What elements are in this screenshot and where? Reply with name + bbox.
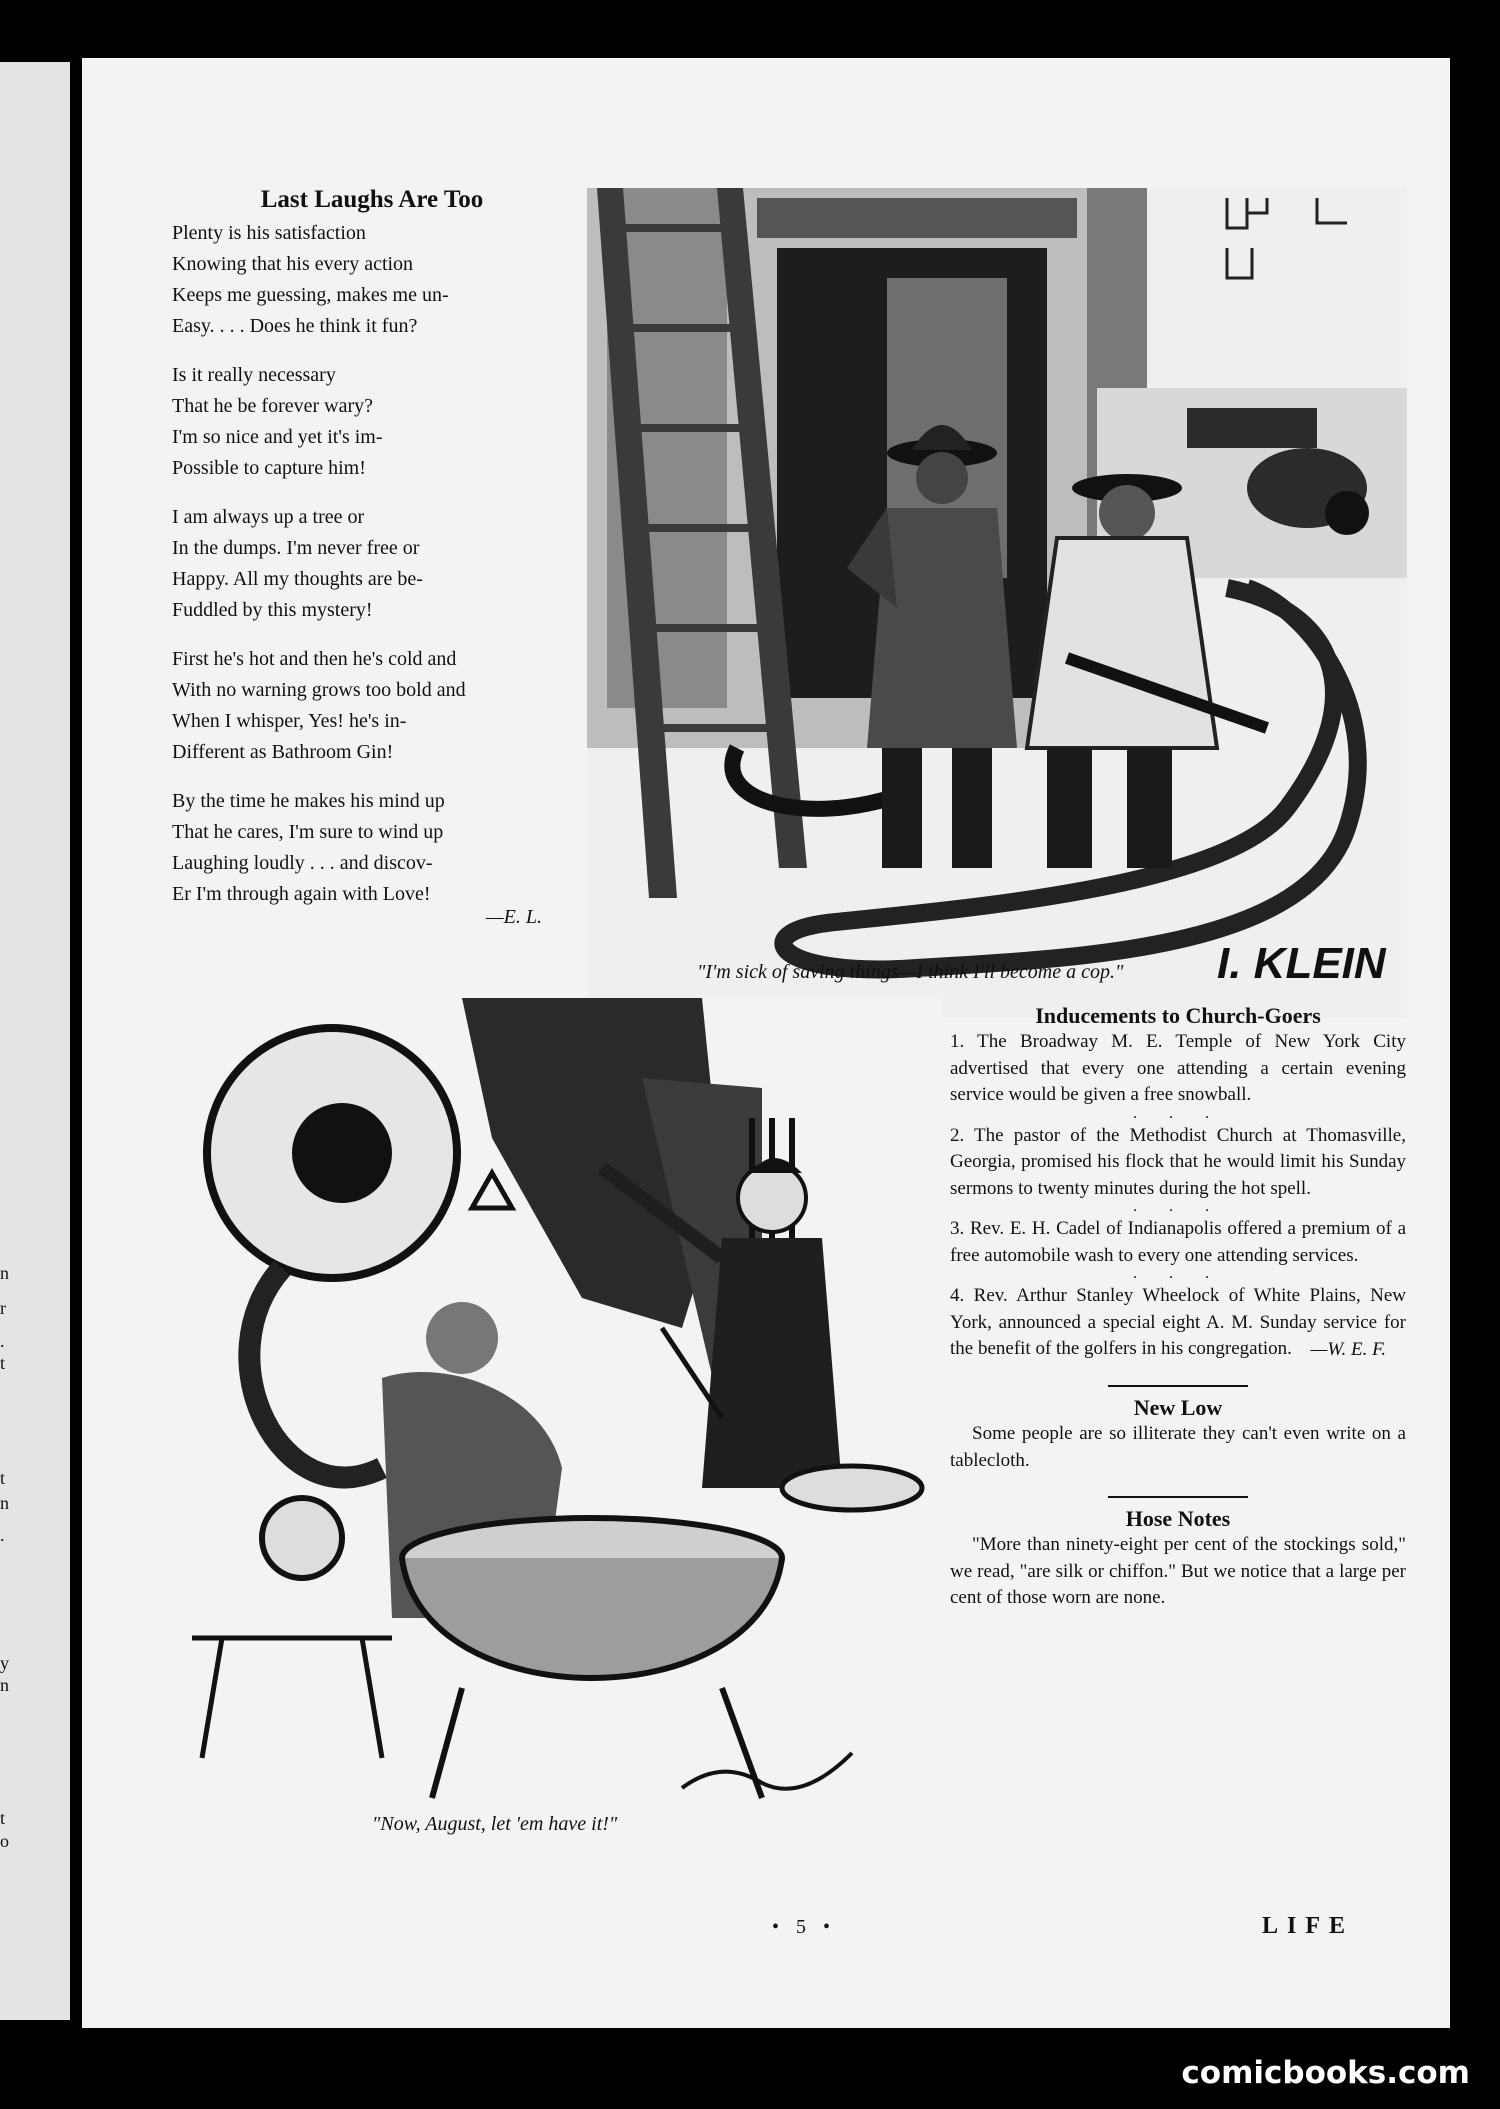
poem-line: Fuddled by this mystery! bbox=[172, 599, 373, 621]
band-caption: "Now, August, let 'em have it!" bbox=[372, 1813, 618, 1835]
poem-line: Plenty is his satisfaction bbox=[172, 222, 366, 244]
inducement-item: 1. The Broadway M. E. Temple of New York City advertised that every one attending a certain evening service would be given a free snowball. bbox=[950, 1031, 1406, 1105]
prev-page-fragment: t bbox=[0, 1808, 6, 1828]
new-low-title: New Low bbox=[1133, 1395, 1223, 1420]
poem-line: Keeps me guessing, makes me un- bbox=[172, 284, 449, 306]
poem-line: That he cares, I'm sure to wind up bbox=[172, 821, 444, 843]
section-divider bbox=[1108, 1385, 1248, 1387]
separator-dots: . . . bbox=[1133, 1104, 1223, 1122]
watermark: comicbooks.com bbox=[1181, 2055, 1470, 2091]
poem-title: Last Laughs Are Too bbox=[260, 186, 484, 213]
prev-page-fragment: n bbox=[0, 1263, 9, 1283]
separator-dots: . . . bbox=[1133, 1198, 1223, 1215]
poem-stanza bbox=[172, 644, 572, 768]
prev-page-fragment: t bbox=[0, 1468, 6, 1488]
prev-page-fragment: n bbox=[0, 1493, 9, 1513]
magazine-name: LIFE bbox=[1262, 1913, 1355, 1939]
poem-line: First he's hot and then he's cold and bbox=[172, 648, 457, 670]
prev-page-fragment: . bbox=[0, 1331, 5, 1351]
band-cartoon bbox=[162, 998, 942, 1848]
poem-line: When I whisper, Yes! he's in- bbox=[172, 710, 407, 732]
hose-notes-text: "More than ninety-eight per cent of the stockings sold," we read, "are silk or chiffon." But we notice that a large per cent of those worn are none. bbox=[950, 1534, 1406, 1608]
inducement-item: 2. The pastor of the Methodist Church at Thomasville, Georgia, promised his flock that he would limit his Sunday sermons to twenty minutes during the hot spell. bbox=[950, 1124, 1406, 1199]
poem-line: Easy. . . . Does he think it fun? bbox=[172, 315, 418, 337]
inducement-item: 4. Rev. Arthur Stanley Wheelock of White Plains, New York, announced a special eight A. M. Sunday service for the benefit of the golfers in his congregation. bbox=[950, 1285, 1406, 1359]
inducements-title: Inducements to Church-Goers bbox=[1035, 1003, 1321, 1028]
inducements-signature: —W. E. F. bbox=[1310, 1338, 1386, 1360]
poem-line: I am always up a tree or bbox=[172, 506, 365, 528]
prev-page-fragment: o bbox=[0, 1831, 9, 1851]
poem-stanza bbox=[172, 502, 572, 626]
band-illustration bbox=[162, 998, 942, 1848]
section-divider bbox=[1108, 1496, 1248, 1498]
magazine-page bbox=[82, 58, 1450, 2028]
poem-line: That he be forever wary? bbox=[172, 395, 373, 417]
artist-signature: I. KLEIN bbox=[1217, 939, 1386, 988]
prev-page-fragment: y bbox=[0, 1653, 9, 1673]
poem bbox=[172, 186, 572, 929]
firemen-cartoon bbox=[587, 188, 1407, 1018]
separator-dots: . . . bbox=[1133, 1265, 1223, 1282]
right-column bbox=[950, 1003, 1406, 1612]
poem-line: In the dumps. I'm never free or bbox=[172, 537, 420, 559]
poem-stanza bbox=[172, 218, 572, 342]
hose-notes-title: Hose Notes bbox=[1125, 1506, 1231, 1531]
firemen-caption: "I'm sick of saving things—I think I'll become a cop." bbox=[697, 961, 1124, 983]
poem-line: Is it really necessary bbox=[172, 364, 336, 386]
poem-signature: —E. L. bbox=[485, 906, 542, 928]
page-number: • 5 • bbox=[772, 1916, 837, 1938]
firemen-illustration bbox=[587, 188, 1407, 1018]
inducement-item: 3. Rev. E. H. Cadel of Indianapolis offered a premium of a free automobile wash to every one attending services. bbox=[950, 1218, 1406, 1266]
prev-page-fragment: t bbox=[0, 1353, 6, 1373]
new-low-text: Some people are so illiterate they can't even write on a tablecloth. bbox=[950, 1423, 1406, 1471]
previous-page-edge bbox=[0, 62, 70, 2020]
poem-stanza bbox=[172, 786, 572, 910]
poem-line: Happy. All my thoughts are be- bbox=[172, 568, 423, 590]
poem-line: Possible to capture him! bbox=[172, 457, 366, 479]
poem-stanza bbox=[172, 360, 572, 484]
poem-line: By the time he makes his mind up bbox=[172, 790, 445, 812]
poem-line: Laughing loudly . . . and discov- bbox=[172, 852, 433, 874]
poem-line: With no warning grows too bold and bbox=[172, 679, 466, 701]
poem-line: Er I'm through again with Love! bbox=[172, 883, 431, 905]
poem-line: I'm so nice and yet it's im- bbox=[172, 426, 383, 448]
poem-line: Different as Bathroom Gin! bbox=[172, 741, 394, 763]
prev-page-fragment: r bbox=[0, 1298, 6, 1318]
poem-line: Knowing that his every action bbox=[172, 253, 414, 275]
prev-page-fragment: . bbox=[0, 1525, 5, 1545]
prev-page-fragment: n bbox=[0, 1675, 9, 1695]
